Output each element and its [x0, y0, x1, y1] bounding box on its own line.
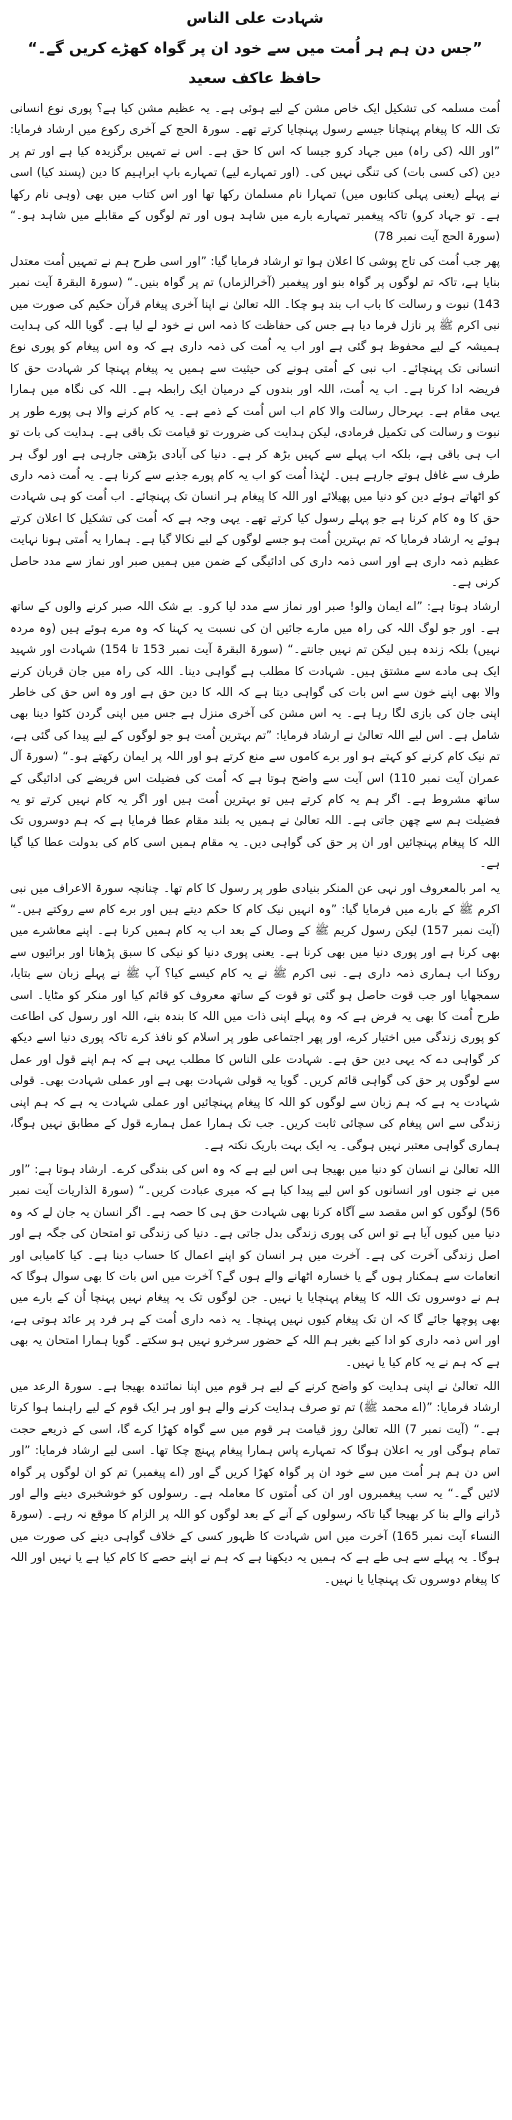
article-title: شہادت علی الناس [186, 9, 324, 27]
paragraph: اللہ تعالیٰ نے اپنی ہدایت کو واضح کرنے کے لیے ہر قوم میں اپنا نمائندہ بھیجا ہے۔ سورۃ الرعد میں ارشاد فرمایا: ”(اے محمد ﷺ) تم تو صرف ہدایت کرنے والے ہو اور ہر ایک قوم کے لیے راہنما ہوا کرتا ہے۔“ (آیت نمبر 7) اللہ تعالیٰ روز قیامت ہر قوم میں سے گواہ کھڑا کرے گا، اسی کے ذریعے حجت تمام ہوگی اور یہ اعلان ہوگا کہ تمہارے پاس ہمارا پیغام پہنچ چکا تھا۔ اسی لیے ارشاد فرمایا: ”اور اس دن ہم ہر اُمت میں سے خود ان پر گواہ کھڑا کریں گے اور (اے پیغمبر) تم کو ان لوگوں پر گواہ لائیں گے۔“ یہ سب پیغمبروں اور ان کی اُمتوں کا معاملہ ہے۔ رسولوں کو خوشخبری دینے والے اور ڈرانے والے بنا کر بھیجا گیا تاکہ رسولوں کے آنے کے بعد لوگوں کو اللہ پر الزام کا موقع نہ رہے۔ (سورۃ النساء آیت نمبر 165) آخرت میں اس شہادت کا ظہور کسی کے خلاف گواہی دینے کی صورت میں ہوگا۔ یہ پہلے سے ہی طے ہے کہ ہمیں یہ دیکھنا ہے کہ ہم نے اپنے حصے کا کام کیا ہے یا نہیں اور اللہ کا پیغام دوسروں تک پہنچایا یا نہیں۔ [10, 1378, 501, 1586]
paragraph: اللہ تعالیٰ نے انسان کو دنیا میں بھیجا ہی اس لیے ہے کہ وہ اس کی بندگی کرے۔ ارشاد ہوتا ہے: ”اور میں نے جنوں اور انسانوں کو اس لیے پیدا کیا ہے کہ میری عبادت کریں۔“ (سورۃ الذاریات آیت نمبر 56) لوگوں کو اس مقصد سے آگاہ کرنا بھی شہادت حق ہی کا حصہ ہے۔ اگر انسان یہ جان لے کہ وہ دنیا میں کیوں آیا ہے تو اس کی پوری زندگی بدل جاتی ہے۔ دنیا کی زندگی تو امتحان کی جگہ ہے اور اصل زندگی آخرت کی ہے۔ آخرت میں ہر انسان کو اپنے اعمال کا حساب دینا ہے۔ کیا کامیابی اور انعامات سے ہمکنار ہوں گے یا خسارہ اٹھانے والے ہوں گے؟ آخرت میں اس بات کا بھی سوال ہوگا کہ ہم نے دوسروں تک اللہ کا پیغام پہنچایا یا نہیں۔ جن لوگوں تک یہ پیغام نہیں پہنچا اُن کے بارے میں بھی پوچھا جائے گا کہ ان تک پیغام کیوں نہیں پہنچا۔ یہ ذمہ داری اُمت کے ہر فرد پر عائد ہوتی ہے، اور اس ذمہ داری کو ادا کیے بغیر ہم اللہ کے حضور سرخرو نہیں ہو سکتے۔ گویا ہمارا امتحان یہ بھی ہے کہ ہم نے یہ کام کیا یا نہیں۔ [10, 1161, 500, 1369]
paragraph: یہ امر بالمعروف اور نہی عن المنکر بنیادی طور پر رسول کا کام تھا۔ چنانچہ سورۃ الاعراف میں نبی اکرم ﷺ کے بارے میں فرمایا گیا: ”وہ انہیں نیک کام کا حکم دیتے ہیں اور برے کام سے روکتے ہیں۔“ (آیت نمبر 157) لیکن رسول کریم ﷺ کے وصال کے بعد اب یہ کام ہمیں کرنا ہے۔ اپنے معاشرے میں بھی کرنا ہے اور پوری دنیا میں بھی کرنا ہے۔ یعنی پوری دنیا کو نیکی کا سبق پڑھانا اور برائیوں سے روکنا اب ہماری ذمہ داری ہے۔ نبی اکرم ﷺ نے یہ کام کیسے کیا؟ آپ ﷺ نے پہلے زبان سے بتایا، سمجھایا اور جب قوت حاصل ہو گئی تو قوت کے ساتھ معروف کو قائم کیا اور منکر کو مٹایا۔ اسی طرح اُمت کا بھی یہ فرض ہے کہ وہ پہلے اپنی ذات میں اللہ کا بندہ بنے، اللہ اور رسول کی اطاعت کو پوری زندگی میں اختیار کرے، اور پھر اجتماعی طور پر اسلام کو نافذ کرے تاکہ پوری دنیا اسے دیکھ کر گواہی دے کہ یہی دین حق ہے۔ شہادت علی الناس کا مطلب یہی ہے کہ ہم اپنے قول اور عمل سے لوگوں پر حق کی گواہی قائم کریں۔ گویا یہ قولی شہادت بھی ہے اور عملی شہادت بھی۔ قولی شہادت یہ ہے کہ ہم زبان سے لوگوں کو اللہ کا پیغام پہنچائیں اور عملی شہادت یہ ہے کہ ہم اپنی زندگی سے اس پیغام کی سچائی ثابت کریں۔ جب تک ہمارا عمل ہمارے قول کے مطابق نہیں ہوگا، ہماری گواہی معتبر نہیں ہوگی۔ یہ ایک بہت باریک نکتہ ہے۔ [10, 880, 500, 1152]
paragraph: پھر جب اُمت کی تاج پوشی کا اعلان ہوا تو ارشاد فرمایا گیا: ”اور اسی طرح ہم نے تمہیں اُمت معتدل بنایا ہے، تاکہ تم لوگوں پر گواہ بنو اور پیغمبر (آخرالزماں) تم پر گواہ بنیں۔“ (سورۃ البقرۃ آیت نمبر 143) نبوت و رسالت کا باب اب بند ہو چکا۔ اللہ تعالیٰ نے اپنا آخری پیغام قرآن حکیم کی صورت میں نبی اکرم ﷺ پر نازل فرما دیا ہے جس کی حفاظت کا ذمہ اس نے خود لے لیا ہے۔ گویا اللہ کی ہدایت ہمیشہ کے لیے محفوظ ہو گئی ہے اور اب یہ اُمت کی ذمہ داری ہے کہ وہ اس پیغام کو پوری نوع انسانی تک پہنچائے۔ اب نبی کے اُمتی ہونے کی حیثیت سے ہمیں یہ پیغام پہنچا کر شہادت حق کا فریضہ ادا کرنا ہے۔ اب یہ اُمت، اللہ اور بندوں کے درمیان ایک رابطہ ہے۔ اللہ کی نگاہ میں ہمارا یہی مقام ہے۔ بہرحال رسالت والا کام اب اس اُمت کے ذمے ہے۔ یہ کام کرنے والا ہی پورے طور پر نبوت و رسالت کی تکمیل فرمادی، لیکن ہدایت کی ضرورت تو قیامت تک باقی ہے۔ ہدایت کی بات تو اب ہی باقی ہے، بلکہ اب پہلے سے کہیں بڑھ کر ہے۔ دنیا کی آبادی بڑھتی جارہی ہے اور لوگ ہر طرف سے غافل ہوتے جارہے ہیں۔ لہٰذا اُمت کو اب یہ کام پورے جذبے سے کرنا ہے۔ یہ اُمت ذمہ داری کو اٹھاتے ہوئے دین کو دنیا میں پھیلائے اور اللہ کا پیغام ہر انسان تک پہنچائے۔ اب اُمت کو ہی شہادت حق کا وہ کام کرنا ہے جو پہلے رسول کیا کرتے تھے۔ یہی وجہ ہے کہ اُمت کی تشکیل کا اعلان کرتے ہوئے یہ ارشاد فرمایا کہ تم بہترین اُمت ہو جسے لوگوں کے لیے نکالا گیا ہے۔ ہمارا یہ اُمتی ہونا نہایت عظیم ذمہ داری ہے اور اسی ذمہ داری کی ادائیگی کے ضمن میں ہمیں صبر اور نماز سے مدد حاصل کرنی ہے۔ [10, 253, 500, 589]
article-subtitle: ”جس دن ہم ہر اُمت میں سے خود ان پر گواہ کھڑے کریں گے۔“ [27, 39, 483, 57]
article-author: حافظ عاکف سعید [188, 69, 322, 87]
paragraph: اُمت مسلمہ کی تشکیل ایک خاص مشن کے لیے ہوئی ہے۔ یہ عظیم مشن کیا ہے؟ پوری نوع انسانی تک اللہ کا پیغام پہنچانا جیسے رسول پہنچایا کرتے تھے۔ سورۃ الحج کے آخری رکوع میں ارشاد فرمایا: ”اور اللہ (کی راہ) میں جہاد کرو جیسا کہ اس کا حق ہے۔ اس نے تمہیں برگزیدہ کیا ہے اور تم پر دین (کی کسی بات) کی تنگی نہیں کی۔ (اور تمہارے لیے) تمہارے باپ ابراہیم کا دین (پسند کیا) اسی نے پہلے (یعنی پہلی کتابوں میں) تمہارا نام مسلمان رکھا تھا اور اس کتاب میں بھی (وہی نام رکھا ہے۔ تو جہاد کرو) تاکہ پیغمبر تمہارے بارے میں شاہد ہوں اور تم لوگوں کے مقابلے میں شاہد ہو۔“ (سورۃ الحج آیت نمبر 78) [10, 101, 500, 244]
article-body [10, 98, 500, 1590]
paragraph: ارشاد ہوتا ہے: ”اے ایمان والو! صبر اور نماز سے مدد لیا کرو۔ بے شک اللہ صبر کرنے والوں کے ساتھ ہے۔ اور جو لوگ اللہ کی راہ میں مارے جائیں ان کی نسبت یہ کہنا کہ وہ مرے ہوئے ہیں (وہ مردہ نہیں) بلکہ زندہ ہیں لیکن تم نہیں جانتے۔“ (سورۃ البقرۃ آیت نمبر 153 تا 154) شہادت اور شہید ایک ہی مادے سے مشتق ہیں۔ شہادت کا مطلب ہے گواہی دینا۔ اللہ کی راہ میں جان قربان کرنے والا بھی اپنے خون سے اس بات کی گواہی دیتا ہے کہ اللہ کا دین حق ہے اور وہ اس حق کی خاطر اپنی جان کی بازی لگا رہا ہے۔ یہ اس مشن کی آخری منزل ہے جس میں اپنی گردن کٹوا دینا بھی شامل ہے۔ اس لیے اللہ تعالیٰ نے ارشاد فرمایا: ”تم بہترین اُمت ہو جو لوگوں کے لیے پیدا کی گئی ہے، تم نیک کام کرنے کو کہتے ہو اور برے کاموں سے منع کرتے ہو اور اللہ پر ایمان رکھتے ہو۔“ (سورۃ آل عمران آیت نمبر 110) اس آیت سے واضح ہوتا ہے کہ اُمت کی فضیلت اس فریضے کی ادائیگی کے ساتھ مشروط ہے۔ اگر ہم یہ کام کرتے ہیں تو بہترین اُمت ہیں اور اگر یہ کام نہیں کرتے تو یہ فضیلت ہم سے چھن جاتی ہے۔ اللہ تعالیٰ نے ہمیں یہ بلند مقام عطا فرمایا ہے کہ ہم دوسروں تک اللہ کا پیغام پہنچائیں اور ان پر حق کی گواہی دیں۔ یہ مقام ہمیں اسی کام کی بدولت عطا کیا گیا ہے۔ [10, 599, 500, 871]
